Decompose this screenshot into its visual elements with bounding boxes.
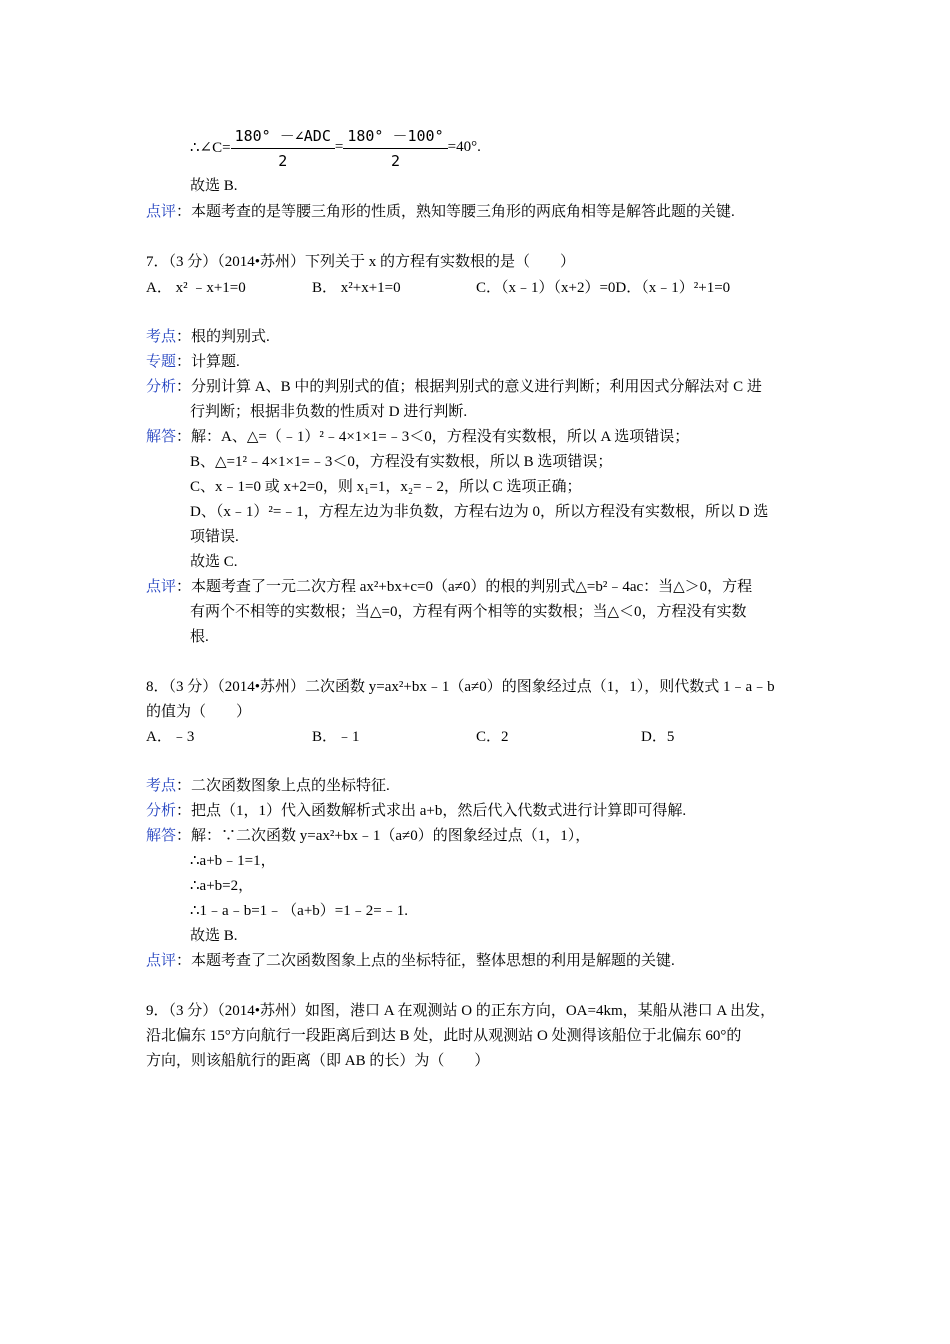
top-choice: 故选 B.	[190, 178, 238, 194]
q7-choice: 故选 C.	[190, 554, 238, 570]
q7-zhuanti-label: 专题	[146, 354, 177, 370]
q7-jieda-line-5: 项错误.	[190, 529, 239, 545]
q7-option-b: B． x²+x+1=0	[312, 280, 401, 296]
q7-kaodian-label: 考点	[146, 329, 177, 345]
formula-suffix: =40°.	[447, 139, 481, 155]
q8-comment-label: 点评	[146, 953, 177, 969]
fraction-1	[231, 125, 335, 170]
q9-stem-line-3: 方向，则该船航行的距离（即 AB 的长）为（ ）	[146, 1053, 490, 1069]
q8-comment: ：本题考查了二次函数图象上点的坐标特征，整体思想的利用是解题的关键.	[176, 953, 675, 969]
q8-jieda-line-1: ：解：∵二次函数 y=ax²+bx﹣1（a≠0）的图象经过点（1，1），	[176, 828, 591, 844]
q8-fenxi-label: 分析	[146, 803, 177, 819]
q8-jieda-label: 解答	[146, 828, 177, 844]
q7-comment-line-3: 根.	[190, 629, 209, 645]
q7-fenxi-line-2: 行判断；根据非负数的性质对 D 进行判断.	[190, 404, 468, 420]
q8-choice: 故选 B.	[190, 928, 238, 944]
q7-jieda-line-2: B、△=1²﹣4×1×1=﹣3＜0，方程没有实数根，所以 B 选项错误；	[190, 454, 613, 470]
q7-fenxi-line-1: ：分别计算 A、B 中的判别式的值；根据判别式的意义进行判断；利用因式分解法对 C 进	[176, 379, 762, 395]
q8-kaodian-label: 考点	[146, 778, 177, 794]
q7-fenxi-label: 分析	[146, 379, 177, 395]
fraction-1-denominator: 2	[278, 152, 288, 170]
q8-kaodian: ：二次函数图象上点的坐标特征.	[176, 778, 390, 794]
q7-jieda-line-4: D、（x﹣1）²=﹣1，方程左边为非负数，方程右边为 0，所以方程没有实数根，所以 D 选	[190, 504, 769, 520]
q7-kaodian: ：根的判别式.	[176, 329, 270, 345]
q7-comment-line-1: ：本题考查了一元二次方程 ax²+bx+c=0（a≠0）的根的判别式△=b²﹣4ac：当△＞0，方程	[176, 579, 753, 595]
q7-comment-label: 点评	[146, 579, 177, 595]
formula-prefix: ∴∠C=	[190, 140, 231, 156]
q7-comment-line-2: 有两个不相等的实数根；当△=0，方程有两个相等的实数根；当△＜0，方程没有实数	[190, 604, 747, 620]
q8-jieda-line-4: ∴1﹣a﹣b=1﹣（a+b）=1﹣2=﹣1.	[190, 903, 408, 919]
q7-option-a: A． x² ﹣x+1=0	[146, 280, 246, 296]
top-comment: ：本题考查的是等腰三角形的性质，熟知等腰三角形的两底角相等是解答此题的关键.	[176, 204, 735, 220]
fraction-1-numerator: 180° －∠ADC	[231, 125, 335, 149]
q9-stem-line-1: 9．（3 分）（2014•苏州）如图，港口 A 在观测站 O 的正东方向，OA=4km，某船从港口 A 出发，	[146, 1003, 776, 1019]
q8-fenxi: ：把点（1，1）代入函数解析式求出 a+b，然后代入代数式进行计算即可得解.	[176, 803, 687, 819]
q8-stem-line-2: 的值为（ ）	[146, 704, 252, 720]
q8-jieda-line-2: ∴a+b﹣1=1，	[190, 853, 276, 869]
q7-jieda-line-3: C、x﹣1=0 或 x+2=0，则 x₁=1，x₂=﹣2，所以 C 选项正确；	[190, 479, 582, 495]
fraction-2-numerator: 180° －100°	[343, 125, 447, 149]
fraction-2-denominator: 2	[390, 152, 400, 170]
q8-option-a: A．﹣3	[146, 729, 195, 745]
q7-zhuanti: ：计算题.	[176, 354, 240, 370]
q8-option-d: D．5	[641, 729, 675, 745]
formula-equals: =	[334, 139, 344, 155]
q8-stem-line-1: 8．（3 分）（2014•苏州）二次函数 y=ax²+bx﹣1（a≠0）的图象经过点（1，1），则代数式 1﹣a﹣b	[146, 679, 775, 695]
q9-stem-line-2: 沿北偏东 15°方向航行一段距离后到达 B 处，此时从观测站 O 处测得该船位于北偏东 60°的	[146, 1028, 742, 1044]
q8-jieda-line-3: ∴a+b=2，	[190, 878, 254, 894]
q7-stem: 7．（3 分）（2014•苏州）下列关于 x 的方程有实数根的是（ ）	[146, 254, 576, 270]
angle-formula	[190, 125, 481, 170]
q8-option-b: B．﹣1	[312, 729, 360, 745]
top-comment-label: 点评	[146, 204, 177, 220]
q7-jieda-line-1: ：解：A、△=（﹣1）²﹣4×1×1=﹣3＜0，方程没有实数根，所以 A 选项错误；	[176, 429, 690, 445]
fraction-2	[343, 125, 447, 170]
q7-jieda-label: 解答	[146, 429, 177, 445]
q8-option-c: C．2	[476, 729, 509, 745]
q7-option-cd: C．（x﹣1）（x+2）=0D．（x﹣1）²+1=0	[476, 280, 731, 296]
